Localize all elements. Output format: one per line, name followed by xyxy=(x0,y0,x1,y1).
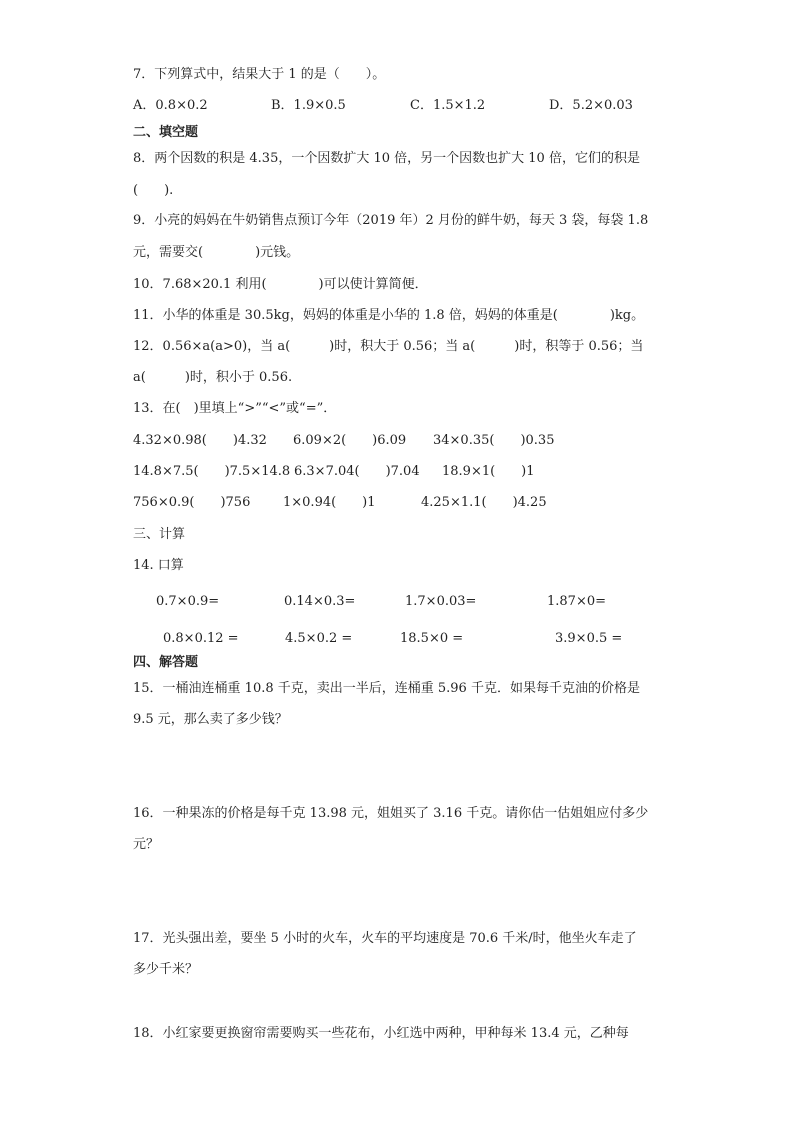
q7-option-b: B．1.9×0.5 xyxy=(271,98,346,113)
q14-item: 18.5×0 = xyxy=(400,631,464,646)
q13-stem: 13．在( )里填上“>”“<”或“=”． xyxy=(133,401,337,416)
q14-item: 3.9×0.5 = xyxy=(555,631,623,646)
section-title-calculation: 三、计算 xyxy=(133,527,186,542)
q14-item: 4.5×0.2 = xyxy=(285,631,353,646)
q7-option-c: C．1.5×1.2 xyxy=(410,98,486,113)
q12-line2: a( )时，积小于 0.56. xyxy=(133,370,293,385)
q7-option-d: D．5.2×0.03 xyxy=(549,98,633,113)
q14-item: 0.14×0.3= xyxy=(284,594,356,609)
q16-line2: 元？ xyxy=(133,837,160,852)
section-title-fill-in: 二、填空题 xyxy=(133,125,199,140)
q9-line2: 元，需要交( )元钱。 xyxy=(133,245,300,260)
q13-item: 18.9×1( )1 xyxy=(442,464,535,479)
q14-item: 1.87×0= xyxy=(547,594,607,609)
q14-item: 0.8×0.12 = xyxy=(163,631,239,646)
q9-line1: 9．小亮的妈妈在牛奶销售点预订今年（2019 年）2 月份的鲜牛奶，每天 3 袋，每袋 1.8 xyxy=(133,213,649,228)
q13-item: 4.25×1.1( )4.25 xyxy=(421,495,547,510)
q13-item: 4.32×0.98( )4.32 xyxy=(133,433,267,448)
q11-line1: 11．小华的体重是 30.5kg，妈妈的体重是小华的 1.8 倍，妈妈的体重是( )kg。 xyxy=(133,308,645,323)
q13-item: 6.09×2( )6.09 xyxy=(293,433,407,448)
q13-item: 756×0.9( )756 xyxy=(133,495,251,510)
q7-option-a: A．0.8×0.2 xyxy=(133,98,208,113)
q15-line1: 15．一桶油连桶重 10.8 千克，卖出一半后，连桶重 5.96 千克．如果每千克油的价格是 xyxy=(133,681,640,696)
q13-item: 6.3×7.04( )7.04 xyxy=(294,464,420,479)
section-title-word-problems: 四、解答题 xyxy=(133,655,199,670)
q17-line2: 多少千米？ xyxy=(133,962,199,977)
q15-line2: 9.5 元，那么卖了多少钱？ xyxy=(133,712,288,727)
q8-line1: 8．两个因数的积是 4.35，一个因数扩大 10 倍，另一个因数也扩大 10 倍，它们的积是 xyxy=(133,151,640,166)
q14-stem: 14. 口算 xyxy=(133,558,184,573)
q13-item: 14.8×7.5( )7.5×14.8 xyxy=(133,464,291,479)
q8-line2: ( ). xyxy=(133,183,174,198)
q17-line1: 17．光头强出差，要坐 5 小时的火车，火车的平均速度是 70.6 千米/时，他坐火车走了 xyxy=(133,931,637,946)
q14-item: 0.7×0.9= xyxy=(156,594,220,609)
q16-line1: 16．一种果冻的价格是每千克 13.98 元，姐姐买了 3.16 千克。请你估一估姐姐应付多少 xyxy=(133,806,649,821)
q13-item: 1×0.94( )1 xyxy=(283,495,376,510)
q14-item: 1.7×0.03= xyxy=(405,594,477,609)
q10-line1: 10．7.68×20.1 利用( )可以使计算简便． xyxy=(133,277,428,292)
q7-stem: 7．下列算式中，结果大于 1 的是（ ）。 xyxy=(133,67,386,82)
q13-item: 34×0.35( )0.35 xyxy=(433,433,555,448)
q18-line1: 18．小红家要更换窗帘需要购买一些花布，小红选中两种，甲种每米 13.4 元，乙种每 xyxy=(133,1026,629,1041)
q12-line1: 12．0.56×a(a>0)，当 a( )时，积大于 0.56；当 a( )时，积等于 0.56；当 xyxy=(133,339,644,354)
